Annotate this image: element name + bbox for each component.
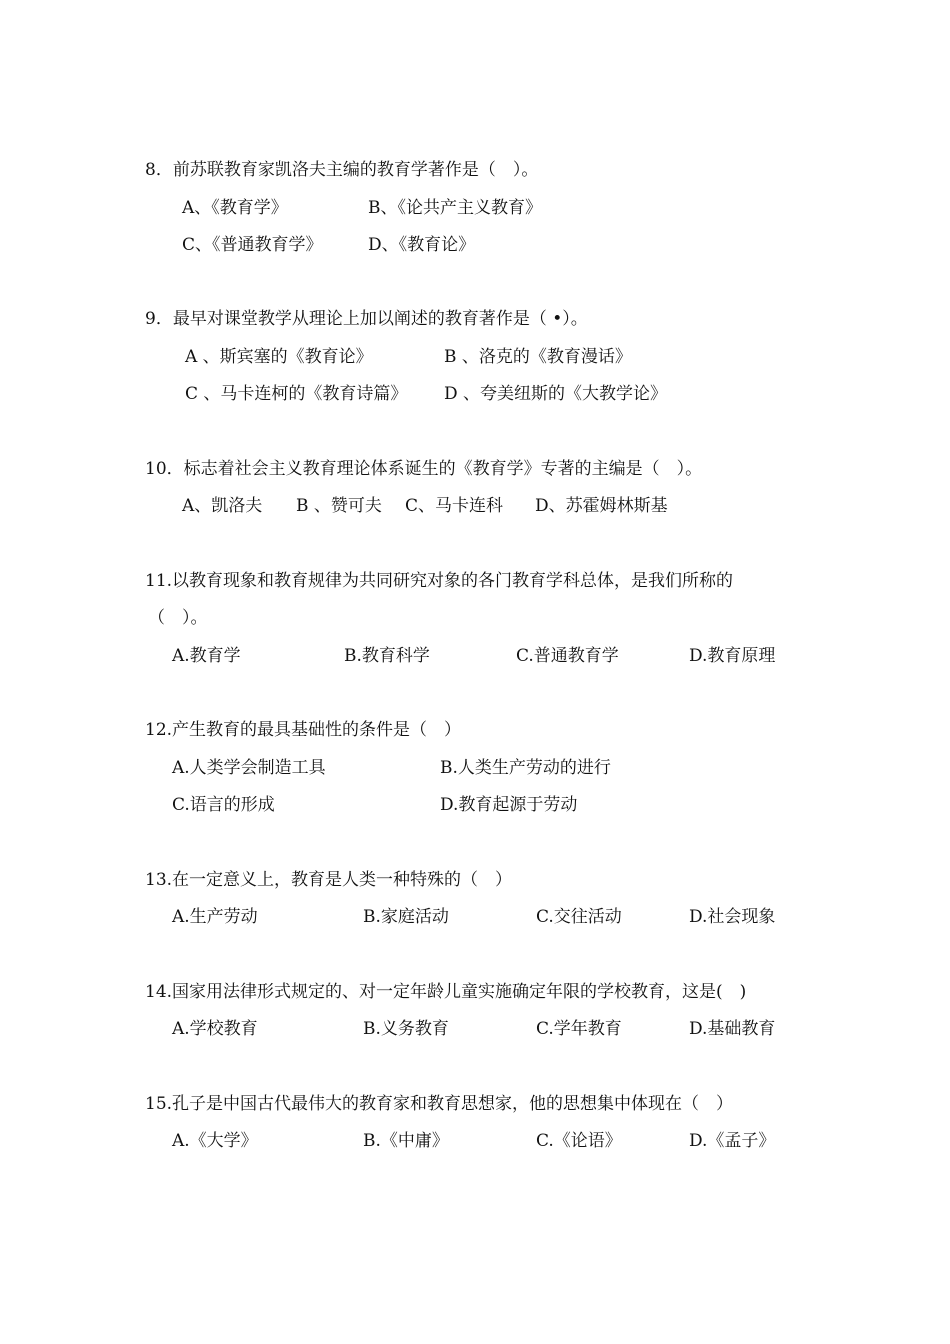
option-d: D.基础教育 xyxy=(689,1019,776,1039)
option-c: C、马卡连科 xyxy=(405,496,504,516)
option-d: D 、夸美纽斯的《大教学论》 xyxy=(444,384,668,404)
option-d: D.《孟子》 xyxy=(689,1131,776,1151)
option-c: C.普通教育学 xyxy=(516,646,619,666)
option-b: B、《论共产主义教育》 xyxy=(368,198,542,218)
option-a: A.生产劳动 xyxy=(172,907,258,927)
option-c: C、《普通教育学》 xyxy=(182,235,323,255)
option-d: D.教育原理 xyxy=(689,646,776,666)
option-a: A、《教育学》 xyxy=(182,198,288,218)
option-a: A.《大学》 xyxy=(172,1131,258,1151)
question-stem-continuation: （ ）。 xyxy=(148,608,208,628)
option-a: A 、斯宾塞的《教育论》 xyxy=(185,347,373,367)
option-b: B.义务教育 xyxy=(363,1019,449,1039)
question-stem: 12.产生教育的最具基础性的条件是（ ） xyxy=(145,720,462,740)
option-c: C.《论语》 xyxy=(536,1131,622,1151)
option-b: B.人类生产劳动的进行 xyxy=(440,758,611,778)
option-c: C 、马卡连柯的《教育诗篇》 xyxy=(185,384,408,404)
option-b: B 、赞可夫 xyxy=(296,496,382,516)
option-c: C.交往活动 xyxy=(536,907,622,927)
question-stem: 8．前苏联教育家凯洛夫主编的教育学著作是（ ）。 xyxy=(145,160,539,180)
option-c: C.学年教育 xyxy=(536,1019,622,1039)
option-a: A、凯洛夫 xyxy=(182,496,263,516)
option-c: C.语言的形成 xyxy=(172,795,275,815)
option-d: D.社会现象 xyxy=(689,907,776,927)
question-stem: 10．标志着社会主义教育理论体系诞生的《教育学》专著的主编是（ ）。 xyxy=(145,459,703,479)
option-b: B.家庭活动 xyxy=(363,907,449,927)
question-stem: 9．最早对课堂教学从理论上加以阐述的教育著作是（ •）。 xyxy=(145,309,588,329)
option-a: A.学校教育 xyxy=(172,1019,258,1039)
option-d: D、苏霍姆林斯基 xyxy=(535,496,668,516)
option-b: B.《中庸》 xyxy=(363,1131,449,1151)
option-b: B.教育科学 xyxy=(344,646,430,666)
option-a: A.教育学 xyxy=(172,646,241,666)
option-a: A.人类学会制造工具 xyxy=(172,758,326,778)
question-stem: 13.在一定意义上，教育是人类一种特殊的（ ） xyxy=(145,870,513,890)
question-stem: 15.孔子是中国古代最伟大的教育家和教育思想家，他的思想集中体现在（ ） xyxy=(145,1094,734,1114)
question-stem: 11.以教育现象和教育规律为共同研究对象的各门教育学科总体，是我们所称的 xyxy=(145,571,734,591)
option-b: B 、洛克的《教育漫话》 xyxy=(444,347,632,367)
option-d: D、《教育论》 xyxy=(368,235,476,255)
question-stem: 14.国家用法律形式规定的、对一定年龄儿童实施确定年限的学校教育，这是( ) xyxy=(145,982,747,1002)
option-d: D.教育起源于劳动 xyxy=(440,795,578,815)
